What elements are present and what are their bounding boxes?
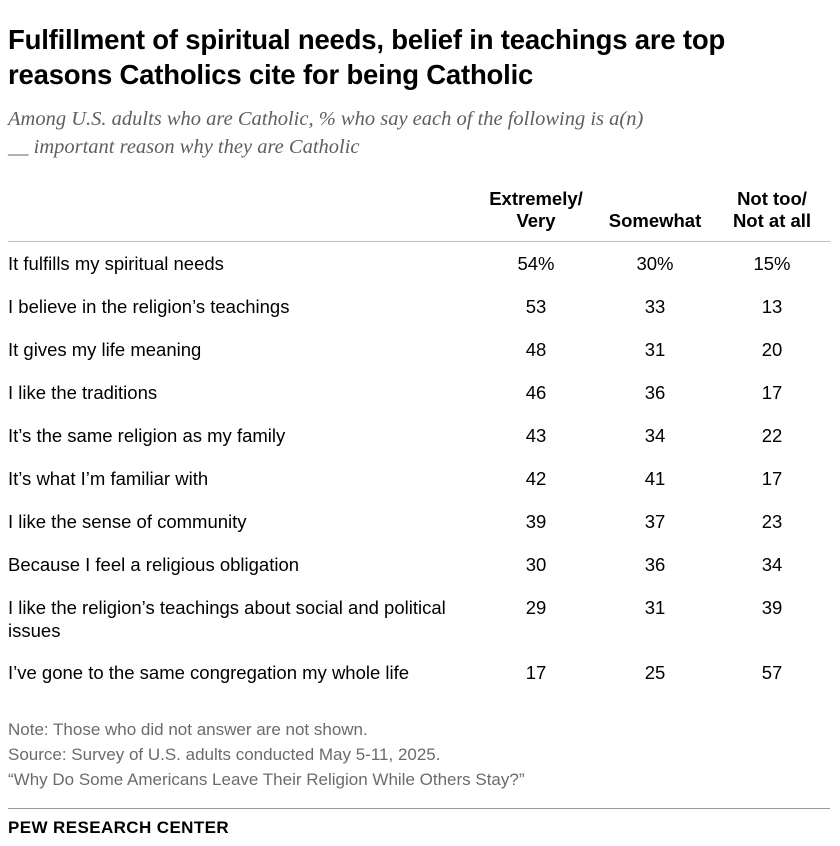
row-value-somewhat: 34 xyxy=(644,424,666,446)
column-header-line1: Extremely/ xyxy=(489,187,583,209)
table-body xyxy=(8,242,830,694)
column-header-line2: Not at all xyxy=(732,209,812,231)
row-value-not-too-not-at-all: 57 xyxy=(761,662,783,684)
row-value-not-too-not-at-all: 17 xyxy=(761,467,783,489)
row-value-not-too-not-at-all: 39 xyxy=(761,596,783,618)
row-value-extremely-very: 54% xyxy=(517,253,555,275)
row-value-somewhat: 36 xyxy=(644,381,666,403)
column-header-not-too-not-at-all xyxy=(714,188,830,242)
row-label: It’s what I’m familiar with xyxy=(8,467,209,489)
table-row xyxy=(8,414,830,457)
brand-name: PEW RESEARCH CENTER xyxy=(8,818,230,838)
chart-subtitle: Among U.S. adults who are Catholic, % who say each of the following is a(n) __ important reason why they are Catholic xyxy=(8,108,644,159)
row-value-extremely-very: 17 xyxy=(525,662,547,684)
row-value-not-too-not-at-all: 15% xyxy=(753,253,791,275)
table-row xyxy=(8,457,830,500)
row-label: Because I feel a religious obligation xyxy=(8,553,300,575)
row-value-not-too-not-at-all: 20 xyxy=(761,338,783,360)
table-row xyxy=(8,371,830,414)
column-header-line1: Not too/ xyxy=(737,187,807,209)
row-value-somewhat: 25 xyxy=(644,662,666,684)
row-label: I like the traditions xyxy=(8,381,158,403)
table-row xyxy=(8,328,830,371)
row-value-not-too-not-at-all: 34 xyxy=(761,553,783,575)
table-row xyxy=(8,543,830,586)
row-value-extremely-very: 30 xyxy=(525,553,547,575)
chart-footer xyxy=(8,718,830,838)
row-label: I like the sense of community xyxy=(8,510,247,532)
row-value-somewhat: 37 xyxy=(644,510,666,532)
table-row xyxy=(8,586,830,652)
row-label: It gives my life meaning xyxy=(8,338,202,360)
row-label: It’s the same religion as my family xyxy=(8,424,286,446)
row-value-extremely-very: 29 xyxy=(525,596,547,618)
row-value-not-too-not-at-all: 22 xyxy=(761,424,783,446)
row-value-somewhat: 31 xyxy=(644,338,666,360)
row-value-extremely-very: 53 xyxy=(525,296,547,318)
column-header-line2: Very xyxy=(516,209,556,231)
column-header-extremely-very xyxy=(476,188,596,242)
footnote-report-title: “Why Do Some Americans Leave Their Religion While Others Stay?” xyxy=(8,769,525,789)
table-header xyxy=(8,188,830,242)
row-label: I’ve gone to the same congregation my whole life xyxy=(8,662,410,684)
column-header-line2: Somewhat xyxy=(608,209,702,231)
row-value-not-too-not-at-all: 17 xyxy=(761,381,783,403)
page-title: Fulfillment of spiritual needs, belief in teachings are top reasons Catholics cite for being Catholic xyxy=(8,24,726,91)
row-value-somewhat: 31 xyxy=(644,596,666,618)
data-table xyxy=(8,188,830,695)
footer-divider xyxy=(8,808,830,809)
row-value-extremely-very: 42 xyxy=(525,467,547,489)
row-value-extremely-very: 48 xyxy=(525,338,547,360)
row-value-extremely-very: 46 xyxy=(525,381,547,403)
row-label: I like the religion’s teachings about social and political issues xyxy=(8,596,446,641)
column-header-label xyxy=(8,188,476,242)
table-row xyxy=(8,242,830,285)
table-row xyxy=(8,500,830,543)
footnote-source: Source: Survey of U.S. adults conducted May 5-11, 2025. xyxy=(8,745,441,765)
column-header-somewhat xyxy=(596,188,714,242)
row-value-not-too-not-at-all: 13 xyxy=(761,296,783,318)
row-value-somewhat: 33 xyxy=(644,296,666,318)
table-row xyxy=(8,651,830,694)
footnote-note: Note: Those who did not answer are not shown. xyxy=(8,720,368,740)
table-row xyxy=(8,285,830,328)
row-label: It fulfills my spiritual needs xyxy=(8,253,224,275)
row-value-extremely-very: 43 xyxy=(525,424,547,446)
row-value-somewhat: 36 xyxy=(644,553,666,575)
row-value-extremely-very: 39 xyxy=(525,510,547,532)
row-value-somewhat: 41 xyxy=(644,467,666,489)
row-label: I believe in the religion’s teachings xyxy=(8,296,290,318)
row-value-somewhat: 30% xyxy=(636,253,674,275)
row-value-not-too-not-at-all: 23 xyxy=(761,510,783,532)
